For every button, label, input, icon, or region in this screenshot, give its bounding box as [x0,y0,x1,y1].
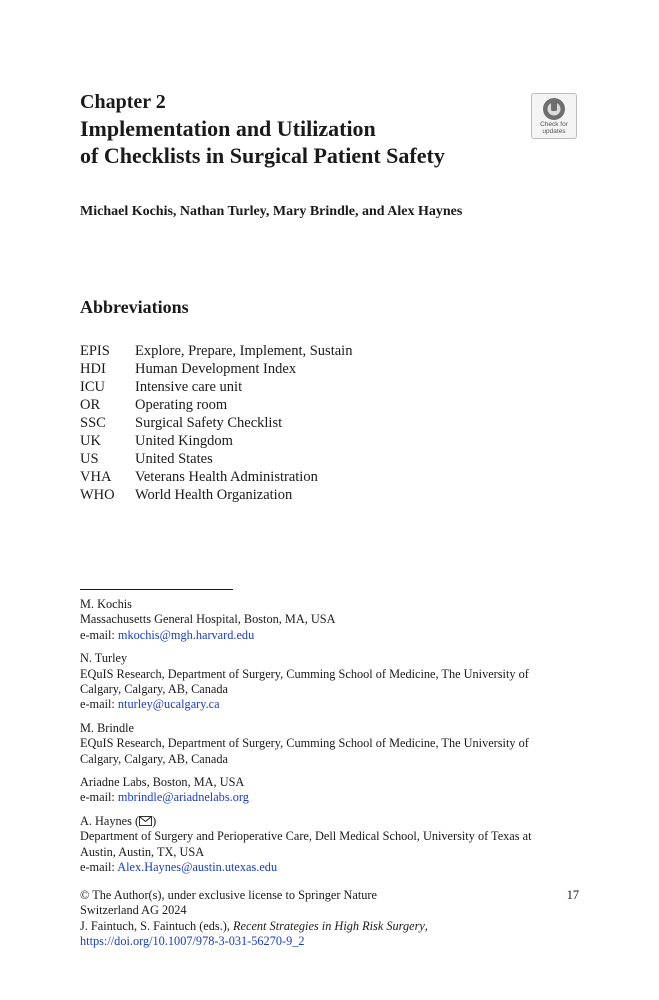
page-number: 17 [566,888,579,902]
affiliation-line: Calgary, Calgary, AB, Canada [80,682,228,697]
affiliation-name-line [80,814,560,829]
abbreviation-row [80,396,352,414]
author-list: Michael Kochis, Nathan Turley, Mary Brindle, and Alex Haynes [80,204,463,219]
affiliation-line: Calgary, Calgary, AB, Canada [80,751,228,766]
affiliation-kochis [80,597,560,643]
doi-line [80,934,580,949]
affiliation-name: N. Turley [80,651,128,666]
affiliation-name-close: ) [152,813,157,828]
abbreviation-term: ICU [80,379,105,395]
email-line [80,697,560,712]
abbreviation-definition: Explore, Prepare, Implement, Sustain [135,343,353,359]
envelope-icon [139,816,152,826]
abbreviation-term: HDI [80,361,106,377]
editors: J. Faintuch, S. Faintuch (eds.), [80,918,234,933]
abbreviation-row [80,342,352,360]
affiliation-brindle [80,721,560,767]
abbreviation-definition: United Kingdom [135,433,233,449]
abbreviation-row [80,360,352,378]
email-line [80,860,560,875]
affiliations [80,597,560,884]
email-link[interactable]: nturley@ucalgary.ca [117,697,220,712]
affiliation-line: EQuIS Research, Department of Surgery, Cumming School of Medicine, The University of [80,666,529,681]
abbreviation-definition: World Health Organization [135,487,293,503]
affiliation-line: Massachusetts General Hospital, Boston, MA, USA [80,612,336,627]
affiliation-name: A. Haynes ( [80,813,140,828]
abbreviation-term: EPIS [80,343,110,359]
abbreviation-definition: Intensive care unit [135,379,243,395]
abbreviation-row [80,414,352,432]
affiliation-line: Ariadne Labs, Boston, MA, USA [80,775,245,790]
abbreviation-term: OR [80,397,101,413]
abbreviation-definition: Human Development Index [135,361,297,377]
abbreviations-list [80,342,352,504]
affiliation-name: M. Kochis [80,597,132,611]
copyright-footer [80,888,580,950]
affiliation-line: EQuIS Research, Department of Surgery, Cumming School of Medicine, The University of [80,736,529,751]
email-label: e-mail: [80,627,118,642]
email-line [80,628,560,643]
email-label: e-mail: [80,860,118,875]
email-link[interactable]: mkochis@mgh.harvard.edu [117,627,255,642]
email-link[interactable]: Alex.Haynes@austin.utexas.edu [117,860,278,875]
abbreviation-term: UK [80,433,101,449]
copyright-line: Switzerland AG 2024 [80,903,187,918]
abbreviation-definition: Veterans Health Administration [135,469,318,485]
affiliation-line: Austin, Austin, TX, USA [80,844,205,859]
affiliation-haynes [80,814,560,876]
chapter-title-line: of Checklists in Surgical Patient Safety [80,143,445,168]
book-title: Recent Strategies in High Risk Surgery [233,918,425,933]
abbreviation-row [80,378,352,396]
abbreviation-definition: Surgical Safety Checklist [135,415,283,431]
abbreviations-heading: Abbreviations [80,297,189,317]
citation-line [80,919,580,934]
affiliation-line: Department of Surgery and Perioperative Care, Dell Medical School, University of Texas at [80,829,532,844]
doi-link[interactable]: https://doi.org/10.1007/978-3-031-56270-9_2 [80,934,305,949]
abbreviation-definition: Operating room [135,397,228,413]
book-title-suffix: , [424,918,428,933]
check-for-updates-badge[interactable] [531,93,577,139]
abbreviation-row [80,468,352,486]
affiliation-brindle-2 [80,775,560,806]
abbreviation-row [80,432,352,450]
abbreviation-row [80,486,352,504]
abbreviation-term: US [80,451,99,467]
chapter-title [80,115,510,169]
badge-label: Check for [540,121,568,128]
email-link[interactable]: mbrindle@ariadnelabs.org [117,790,249,805]
email-label: e-mail: [80,697,118,712]
abbreviation-term: VHA [80,469,112,485]
copyright-line: © The Author(s), under exclusive license to Springer Nature [80,888,377,902]
crossmark-icon [542,97,566,121]
chapter-label: Chapter 2 [80,91,166,113]
chapter-title-line: Implementation and Utilization [80,116,376,141]
affiliation-turley [80,651,560,713]
abbreviation-definition: United States [135,451,213,467]
footnote-rule [80,589,233,590]
badge-label: updates [542,128,566,135]
abbreviation-term: SSC [80,415,106,431]
email-line [80,790,560,805]
affiliation-name: M. Brindle [80,720,134,735]
abbreviation-term: WHO [80,487,115,503]
email-label: e-mail: [80,790,118,805]
abbreviation-row [80,450,352,468]
